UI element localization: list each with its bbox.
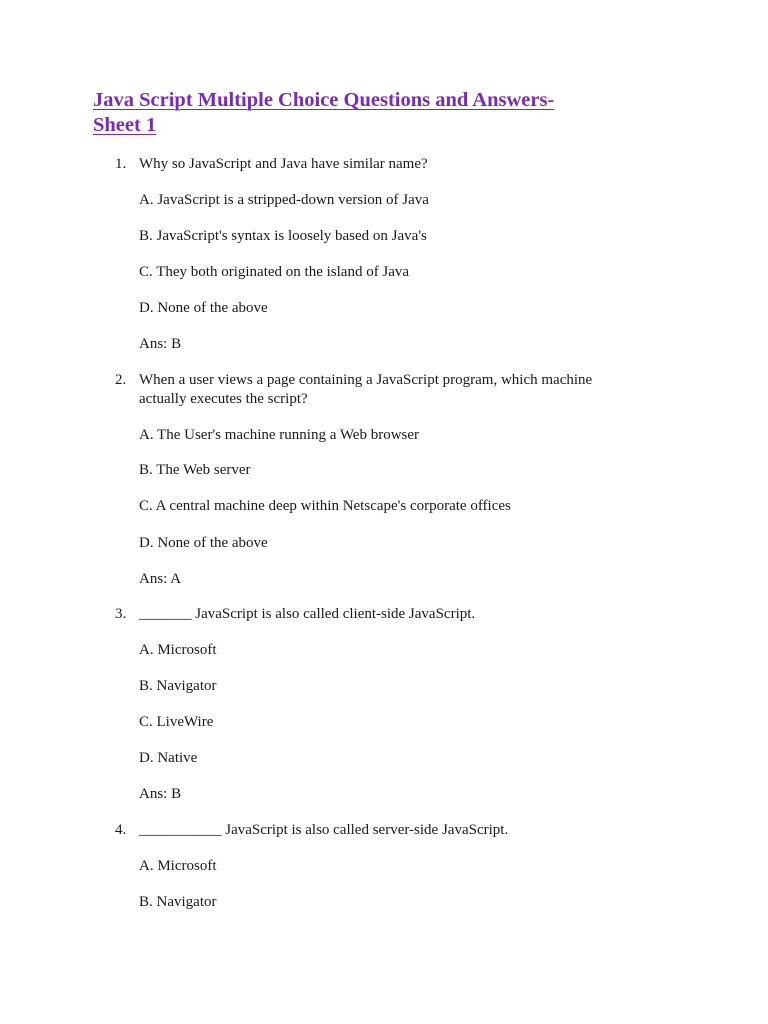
- document-title[interactable]: [93, 88, 693, 138]
- question-3-blank: _______: [139, 606, 192, 622]
- question-4-text: [139, 821, 508, 840]
- question-4-number: 4.: [115, 822, 127, 838]
- question-4-option-a: A. Microsoft: [139, 858, 217, 874]
- question-3-text-body: JavaScript is also called client-side JavaScript.: [191, 606, 476, 622]
- question-2-option-a: A. The User's machine running a Web browser: [139, 427, 420, 443]
- question-1-option-d: D. None of the above: [139, 300, 268, 316]
- title-line-1[interactable]: Java Script Multiple Choice Questions and Answers-: [93, 89, 555, 111]
- question-2-number: 2.: [115, 372, 127, 388]
- question-1-number: 1.: [115, 156, 127, 172]
- question-2-text-line-1: When a user views a page containing a JavaScript program, which machine: [139, 372, 593, 388]
- question-1-option-b: B. JavaScript's syntax is loosely based on Java's: [139, 228, 427, 244]
- question-4-option-b: B. Navigator: [139, 894, 217, 910]
- question-1-option-c: C. They both originated on the island of Java: [139, 264, 410, 280]
- question-3-number: 3.: [115, 606, 127, 622]
- question-2-answer: Ans: A: [139, 571, 182, 587]
- question-4-text-body: JavaScript is also called server-side JavaScript.: [221, 822, 509, 838]
- question-1-option-a: A. JavaScript is a stripped-down version of Java: [139, 192, 429, 208]
- question-2-option-c: C. A central machine deep within Netscape's corporate offices: [139, 498, 511, 514]
- question-3-option-d: D. Native: [139, 750, 198, 766]
- question-2-option-b: B. The Web server: [139, 462, 251, 478]
- question-3-option-c: C. LiveWire: [139, 714, 214, 730]
- question-1-answer: Ans: B: [139, 336, 182, 352]
- question-3-option-a: A. Microsoft: [139, 642, 217, 658]
- question-4-blank: ___________: [139, 822, 222, 838]
- question-2-option-d: D. None of the above: [139, 535, 268, 551]
- question-2-text-line-2: actually executes the script?: [139, 391, 308, 407]
- question-3-answer: Ans: B: [139, 786, 182, 802]
- question-3-option-b: B. Navigator: [139, 678, 217, 694]
- question-1-text: Why so JavaScript and Java have similar name?: [139, 156, 428, 172]
- title-line-2[interactable]: Sheet 1: [93, 114, 157, 136]
- question-3-text: [139, 605, 475, 624]
